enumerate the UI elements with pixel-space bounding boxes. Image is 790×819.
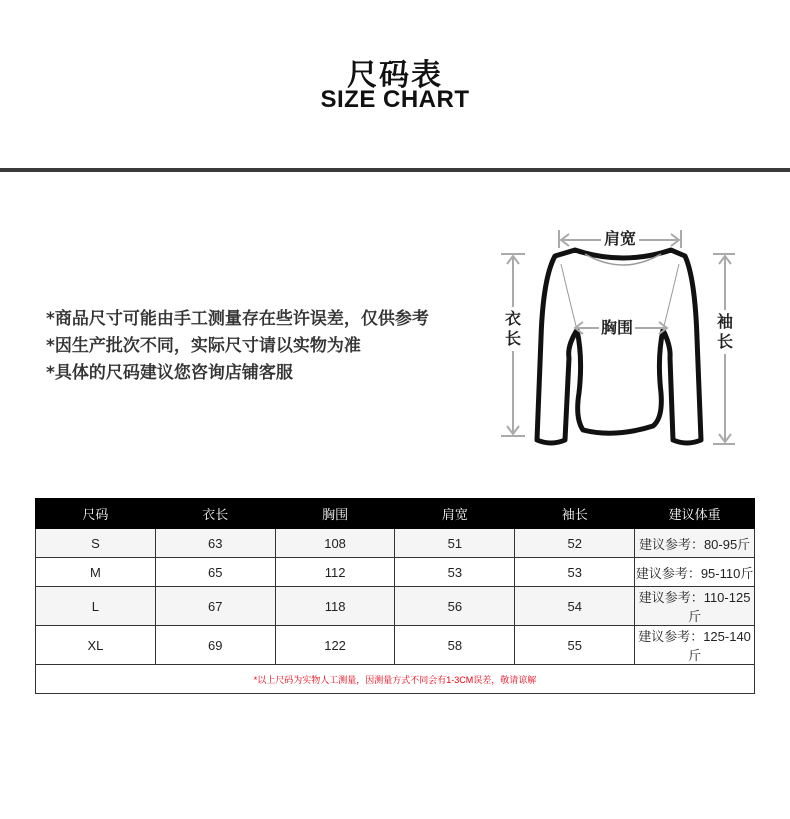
note-item: *商品尺寸可能由手工测量存在些许误差，仅供参考 [46,309,429,329]
cell-weight: 建议参考：95-110斤 [635,558,755,587]
cell-sleeve: 52 [515,529,635,558]
header-shoulder: 肩宽 [395,499,515,529]
cell-chest: 108 [275,529,395,558]
sleeve-seam-right [663,264,679,330]
cell-sleeve: 54 [515,587,635,626]
cell-sleeve: 55 [515,626,635,665]
cell-shoulder: 56 [395,587,515,626]
header-divider [0,168,790,172]
cell-size: S [36,529,156,558]
chest-label: 胸围 [601,318,634,337]
cell-chest: 122 [275,626,395,665]
length-label-char: 衣 [504,309,521,328]
sweater-body-outline [537,250,701,443]
garment-diagram [495,218,745,450]
header-size: 尺码 [36,499,156,529]
sleeve-length-label [716,310,734,354]
size-table [35,498,755,694]
cell-shoulder: 53 [395,558,515,587]
cell-length: 67 [155,587,275,626]
note-item: *具体的尺码建议您咨询店铺客服 [46,363,293,383]
cell-chest: 118 [275,587,395,626]
cell-size: XL [36,626,156,665]
table-footnote-row [36,665,755,694]
table-row [36,558,755,587]
cell-weight: 建议参考：80-95斤 [635,529,755,558]
length-label-char: 长 [504,329,521,348]
notes-list [46,306,466,387]
page-title-cn: 尺码表 [347,58,443,93]
cell-chest: 112 [275,558,395,587]
cell-length: 69 [155,626,275,665]
header-length: 衣长 [155,499,275,529]
shoulder-width-label: 肩宽 [601,230,639,248]
cell-shoulder: 51 [395,529,515,558]
table-footnote: *以上尺码为实物人工测量，因测量方式不同会有1-3CM误差，敬请谅解 [36,665,755,694]
note-item: *因生产批次不同，实际尺寸请以实物为准 [46,336,361,356]
cell-size: L [36,587,156,626]
sleeve-label-char: 长 [716,332,733,351]
table-row [36,626,755,665]
page-title-en: SIZE CHART [320,86,470,113]
cell-size: M [36,558,156,587]
cell-weight: 建议参考：125-140斤 [635,626,755,665]
table-header-row [36,499,755,529]
header-sleeve: 袖长 [515,499,635,529]
table-row [36,529,755,558]
sleeve-label-char: 袖 [716,312,733,331]
sleeve-seam-left [561,264,577,330]
length-label [504,307,522,351]
cell-shoulder: 58 [395,626,515,665]
cell-sleeve: 53 [515,558,635,587]
header-weight: 建议体重 [635,499,755,529]
cell-length: 65 [155,558,275,587]
header-chest: 胸围 [275,499,395,529]
cell-length: 63 [155,529,275,558]
table-row [36,587,755,626]
cell-weight: 建议参考：110-125斤 [635,587,755,626]
